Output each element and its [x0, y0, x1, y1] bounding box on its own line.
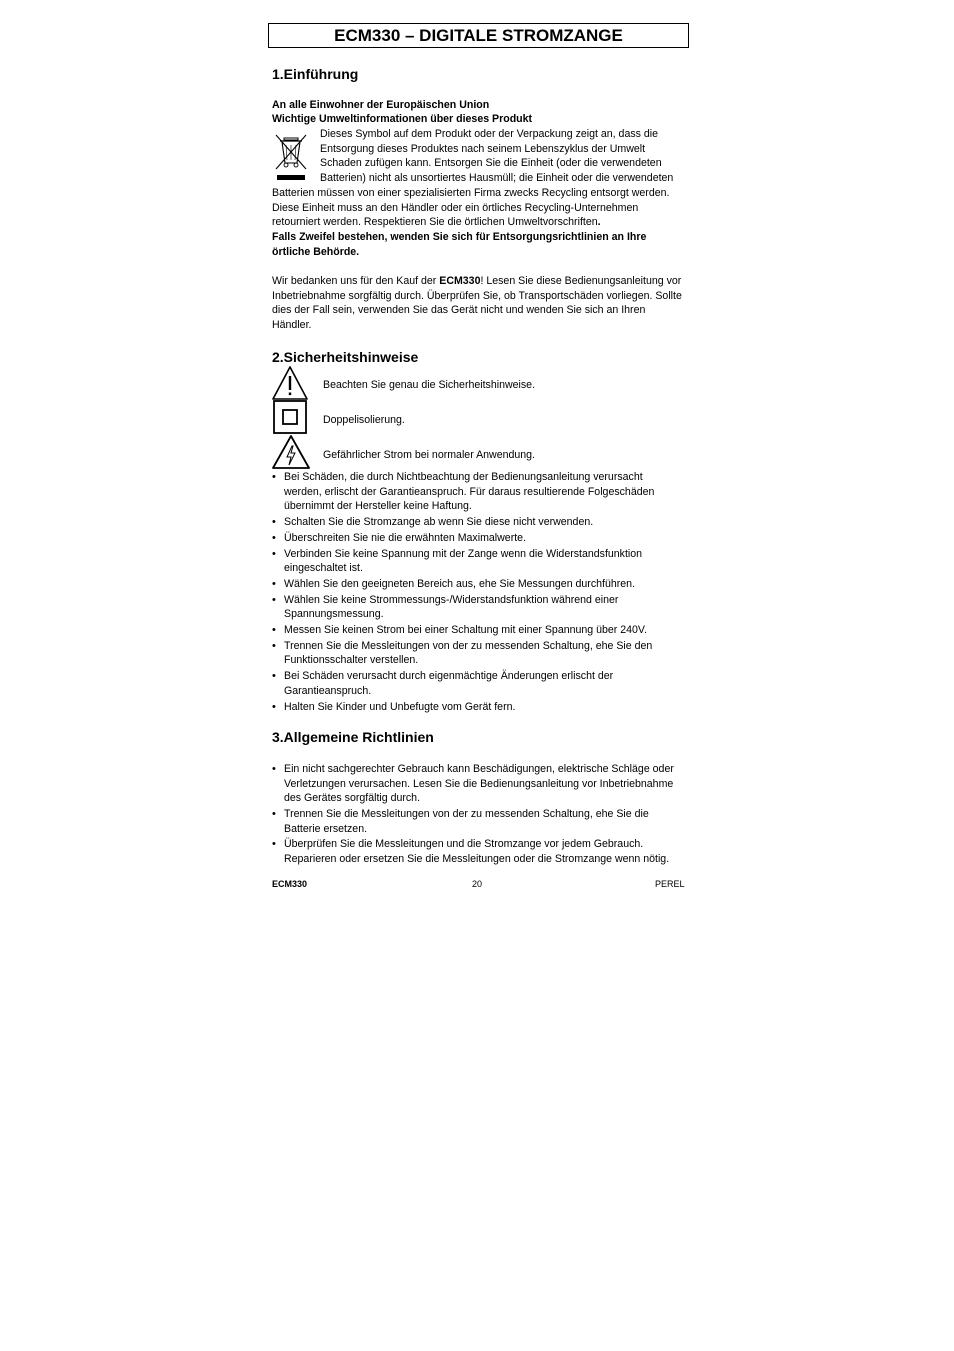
safety-list: [272, 470, 682, 715]
list-item: • Schalten Sie die Stromzange ab wenn Sie diese nicht verwenden.: [272, 515, 682, 530]
list-item: • Bei Schäden verursacht durch eigenmächtige Änderungen erlischt der Garantieanspruch.: [272, 669, 682, 698]
list-item: • Halten Sie Kinder und Unbefugte vom Gerät fern.: [272, 700, 682, 715]
list-item: • Überschreiten Sie nie die erwähnten Maximalwerte.: [272, 531, 682, 546]
disposal-advice: Falls Zweifel bestehen, wenden Sie sich für Entsorgungsrichtlinien an Ihre örtliche Behörde.: [272, 231, 647, 258]
symbol-label-high-voltage: Gefährlicher Strom bei normaler Anwendung.: [323, 449, 535, 461]
weee-description-continued: Batterien müssen von einer spezialisierten Firma zwecks Recycling entsorgt werden. Diese Einheit muss an den Händler oder ein örtliches Recycling-Unternehmen retourniert werden. Respektieren Sie die örtlichen Umweltvorschriften.: [272, 187, 670, 229]
weee-description: Dieses Symbol auf dem Produkt oder der Verpackung zeigt an, dass die Entsorgung dieses Produktes nach seinem Lebenszyklus der Umwelt Schaden zufügen kann. Entsorgen Sie die Einheit (oder die verwendeten Batterien) nicht als unsortiertes Hausmüll; die Einheit oder die verwendeten: [320, 128, 674, 184]
symbol-row-high-voltage: [272, 435, 682, 469]
list-item: • Überprüfen Sie die Messleitungen und die Stromzange vor jedem Gebrauch. Reparieren oder ersetzen Sie die Messleitungen oder die Stromzange wenn nötig.: [272, 837, 682, 866]
list-item: • Trennen Sie die Messleitungen von der zu messenden Schaltung, ehe Sie den Funktionsschalter verstellen.: [272, 639, 682, 668]
page-title: ECM330 – DIGITALE STROMZANGE: [268, 23, 689, 48]
footer-model: ECM330: [272, 879, 308, 889]
eu-notice-line-2: Wichtige Umweltinformationen über dieses Produkt: [272, 113, 533, 125]
weee-bin-icon: [274, 131, 308, 183]
footer-page-number: 20: [472, 879, 483, 889]
list-item: • Verbinden Sie keine Spannung mit der Zange wenn die Widerstandsfunktion eingeschaltet ist.: [272, 547, 682, 576]
footer-brand: PEREL: [655, 879, 685, 889]
symbol-label-warning: Beachten Sie genau die Sicherheitshinweise.: [323, 379, 536, 391]
list-item: • Ein nicht sachgerechter Gebrauch kann Beschädigungen, elektrische Schläge oder Verletzungen verursachen. Lesen Sie die Bedienungsanleitung vor Inbetriebnahme des Gerätes sorgfältig durch.: [272, 762, 682, 806]
list-item: • Wählen Sie keine Strommessungs-/Widerstandsfunktion während einer Spannungsmessung.: [272, 593, 682, 622]
symbol-row-double-insulation: [272, 400, 682, 434]
list-item: • Messen Sie keinen Strom bei einer Schaltung mit einer Spannung über 240V.: [272, 623, 682, 638]
section-heading-general-guidelines: 3.Allgemeine Richtlinien: [272, 729, 434, 745]
guidelines-list: [272, 762, 682, 868]
thank-you-paragraph: Wir bedanken uns für den Kauf der ECM330! Lesen Sie diese Bedienungsanleitung vor Inbetriebnahme sorgfältig durch. Überprüfen Sie, ob Transportschäden vorliegen. Sollte dies der Fall sein, verwenden Sie das Gerät nicht und wenden Sie sich an Ihren Händler.: [272, 275, 682, 331]
eu-notice-line-1: An alle Einwohner der Europäischen Union: [272, 99, 490, 111]
list-item: • Trennen Sie die Messleitungen von der zu messenden Schaltung, ehe Sie die Batterie ersetzen.: [272, 807, 682, 836]
double-insulation-icon: [273, 400, 307, 439]
list-item: • Bei Schäden, die durch Nichtbeachtung der Bedienungsanleitung verursacht werden, erlischt der Garantieanspruch. Für daraus resultierende Folgeschäden übernimmt der Hersteller keine Haftung.: [272, 470, 682, 514]
symbol-row-warning: [272, 366, 682, 400]
symbol-label-double-insulation: Doppelisolierung.: [323, 414, 405, 426]
section-heading-safety: 2.Sicherheitshinweise: [272, 349, 419, 365]
high-voltage-icon: [272, 435, 310, 474]
section-heading-introduction: 1.Einführung: [272, 66, 359, 82]
list-item: • Wählen Sie den geeigneten Bereich aus, ehe Sie Messungen durchführen.: [272, 577, 682, 592]
